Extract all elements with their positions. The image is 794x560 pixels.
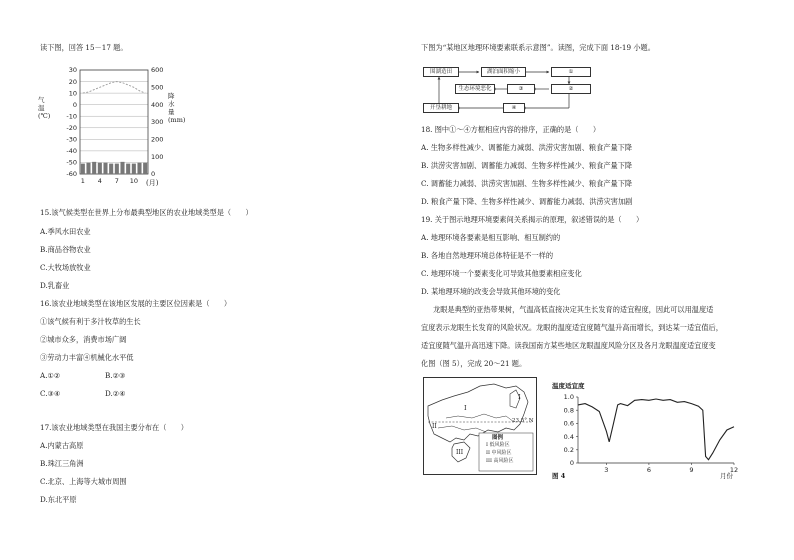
precip-bar bbox=[132, 164, 136, 174]
y-tick-label: 0.2 bbox=[563, 446, 574, 454]
q17-option-b: B.珠江三角洲 bbox=[40, 459, 84, 468]
passage-line-4: 化图（图 5），完成 20～21 题。 bbox=[421, 359, 527, 368]
temperature-line bbox=[83, 82, 145, 94]
q16-statement-3: ③劳动力丰富④机械化水平低 bbox=[40, 353, 134, 362]
q17-option-a: A.内蒙古高原 bbox=[40, 441, 84, 450]
precip-tick-label: 100 bbox=[151, 152, 164, 161]
temp-tick-label: -40 bbox=[66, 147, 77, 156]
figure-label: 图 4 bbox=[552, 472, 566, 480]
y-tick-label: 0.6 bbox=[563, 419, 574, 428]
x-tick-label: 6 bbox=[646, 466, 651, 474]
precip-bar bbox=[126, 164, 130, 174]
month-tick-label: 10 bbox=[129, 177, 138, 185]
passage-line-3: 适宜度随气温升高迅速下降。读我国南方某些地区龙眼温度风险分区及各月龙眼温度适宜度变 bbox=[421, 341, 716, 350]
x-tick-label: 9 bbox=[689, 466, 694, 474]
flow-box-eco: 生态环境恶化 bbox=[455, 84, 495, 94]
temp-tick-label: 0 bbox=[72, 100, 77, 109]
flow-box-4: ④ bbox=[503, 103, 525, 113]
q16-statement-2: ②城市众多，消费市场广阔 bbox=[40, 335, 127, 344]
flow-box-2: ② bbox=[551, 84, 591, 94]
climate-chart-svg bbox=[40, 62, 186, 192]
precip-tick-label: 200 bbox=[151, 135, 164, 144]
legend-mid-risk: II 中风险区 bbox=[486, 450, 512, 456]
q15-option-d: D.乳畜业 bbox=[40, 281, 70, 290]
temp-axis-label: 气温(℃) bbox=[38, 96, 51, 120]
suitability-chart-svg bbox=[552, 393, 752, 483]
precip-tick-label: 600 bbox=[151, 66, 164, 75]
q15-stem: 15.该气候类型在世界上分布最典型地区的农业地域类型是（ ） bbox=[40, 208, 253, 217]
temp-tick-label: -20 bbox=[66, 123, 77, 132]
q17-option-d: D.东北平原 bbox=[40, 495, 77, 504]
q19-option-a: A. 地理环境各要素是相互影响、相互制约的 bbox=[421, 233, 561, 242]
month-tick-label: 1 bbox=[80, 177, 85, 185]
region-III-label: III bbox=[456, 449, 464, 456]
q15-option-c: C.大牧场放牧业 bbox=[40, 263, 91, 272]
q17-option-c: C.北京、上海等大城市周围 bbox=[40, 477, 127, 486]
precip-bar bbox=[98, 163, 102, 174]
x-tick-label: 3 bbox=[604, 466, 609, 474]
q15-option-a: A.季风水田农业 bbox=[40, 227, 91, 236]
precip-bar bbox=[143, 163, 147, 174]
suitability-x-unit: 月份 bbox=[720, 472, 733, 480]
q15-option-b: B.商品谷物农业 bbox=[40, 245, 91, 254]
q19-option-d: D. 某地理环境的改变会导致其他环境的变化 bbox=[421, 287, 561, 296]
temp-tick-label: -60 bbox=[66, 170, 77, 179]
q18-stem: 18. 图中①～④方框相应内容的排序，正确的是（ ） bbox=[421, 125, 601, 134]
suitability-chart-title: 温度适宜度 bbox=[552, 382, 585, 390]
flow-box-1: ① bbox=[551, 67, 591, 77]
passage-line-2: 宜度表示龙眼生长发育的风险状况。龙眼的温度适宜度随气温升高而增长，到达某一适宜值后， bbox=[421, 323, 723, 332]
flow-box-reclaim: 围湖造田 bbox=[423, 67, 459, 77]
month-tick-label: 4 bbox=[97, 177, 102, 185]
q18-option-b: B. 洪涝灾害加剧、调蓄能力减弱、生物多样性减少、粮食产量下降 bbox=[421, 161, 633, 170]
precip-bar bbox=[137, 163, 141, 174]
flow-box-lake-shrink: 湖泊面积缩小 bbox=[481, 67, 526, 77]
temp-tick-label: -10 bbox=[66, 112, 77, 121]
risk-zone-map bbox=[423, 377, 537, 475]
climate-chart bbox=[38, 62, 186, 192]
left-intro: 读下图，回答 15－17 题。 bbox=[40, 43, 128, 52]
precip-bar bbox=[81, 164, 85, 174]
q18-option-d: D. 粮食产量下降、生物多样性减少、调蓄能力减弱、洪涝灾害加剧 bbox=[421, 197, 633, 206]
y-tick-label: 1.0 bbox=[563, 393, 574, 402]
q19-option-c: C. 地理环境一个要素变化可导致其他要素相应变化 bbox=[421, 269, 582, 278]
y-tick-label: 0 bbox=[569, 459, 574, 468]
flow-box-3: ③ bbox=[507, 84, 535, 94]
q16-statement-1: ①该气候有利于多汁牧草的生长 bbox=[40, 317, 141, 326]
q17-stem: 17.该农业地域类型在我国主要分布在（ ） bbox=[40, 423, 188, 432]
precip-tick-label: 0 bbox=[151, 170, 156, 179]
precip-bar bbox=[120, 162, 124, 174]
q19-option-b: B. 各地自然地理环境总体特征是不一样的 bbox=[421, 251, 554, 260]
x-tick-label: 12 bbox=[729, 466, 739, 474]
temp-tick-label: 30 bbox=[68, 66, 77, 75]
precip-bar bbox=[109, 164, 113, 174]
precip-bar bbox=[115, 164, 119, 174]
temp-tick-label: -30 bbox=[66, 135, 77, 144]
precip-tick-label: 300 bbox=[151, 118, 164, 127]
legend-low-risk: I 低风险区 bbox=[486, 442, 510, 448]
q18-option-a: A. 生物多样性减少、调蓄能力减弱、洪涝灾害加剧、粮食产量下降 bbox=[421, 143, 633, 152]
region-I-label-east: I bbox=[518, 393, 521, 401]
temp-tick-label: -50 bbox=[66, 158, 77, 167]
flow-box-farmland: 开垦耕地 bbox=[423, 103, 459, 113]
precip-bar bbox=[86, 163, 90, 174]
q16-option-b: B.②③ bbox=[105, 371, 126, 380]
q16-option-d: D.②④ bbox=[105, 389, 126, 398]
month-tick-label: 7 bbox=[114, 177, 119, 185]
temp-tick-label: 20 bbox=[68, 77, 77, 86]
q16-option-a: A.①② bbox=[40, 371, 61, 380]
right-intro: 下图为“某地区地理环境要素联系示意图”。读图，完成下面 18-19 小题。 bbox=[421, 43, 655, 52]
q16-option-c: C.③④ bbox=[40, 389, 61, 398]
passage-line-1: 龙眼是典型的亚热带果树，气温高低直接决定其生长发育的适宜程度，因此可以用温度适 bbox=[433, 305, 714, 314]
region-II-label: II bbox=[432, 423, 437, 430]
q18-option-c: C. 调蓄能力减弱、洪涝灾害加剧、生物多样性减少、粮食产量下降 bbox=[421, 179, 633, 188]
legend-title: 图例 bbox=[492, 435, 504, 441]
temp-tick-label: 10 bbox=[68, 89, 77, 98]
precip-tick-label: 400 bbox=[151, 100, 164, 109]
suitability-chart bbox=[552, 382, 752, 485]
flow-diagram bbox=[421, 62, 621, 118]
y-tick-label: 0.4 bbox=[563, 432, 574, 441]
precip-axis-label: 降水量(mm) bbox=[168, 92, 186, 124]
precip-bar bbox=[92, 162, 96, 174]
precip-bar bbox=[103, 163, 107, 174]
latitude-label: 23.5° N bbox=[512, 418, 534, 424]
suitability-line bbox=[578, 399, 734, 460]
q16-stem: 16.该农业地域类型在该地区发展的主要区位因素是（ ） bbox=[40, 299, 232, 308]
legend-high-risk: III 高风险区 bbox=[486, 458, 514, 464]
y-tick-label: 0.8 bbox=[563, 406, 574, 415]
region-I-label: I bbox=[464, 404, 467, 412]
q19-stem: 19. 关于图示地理环境要素间关系揭示的原理，叙述错误的是（ ） bbox=[421, 215, 644, 224]
precip-tick-label: 500 bbox=[151, 83, 164, 92]
x-unit-label: (月) bbox=[146, 179, 159, 187]
